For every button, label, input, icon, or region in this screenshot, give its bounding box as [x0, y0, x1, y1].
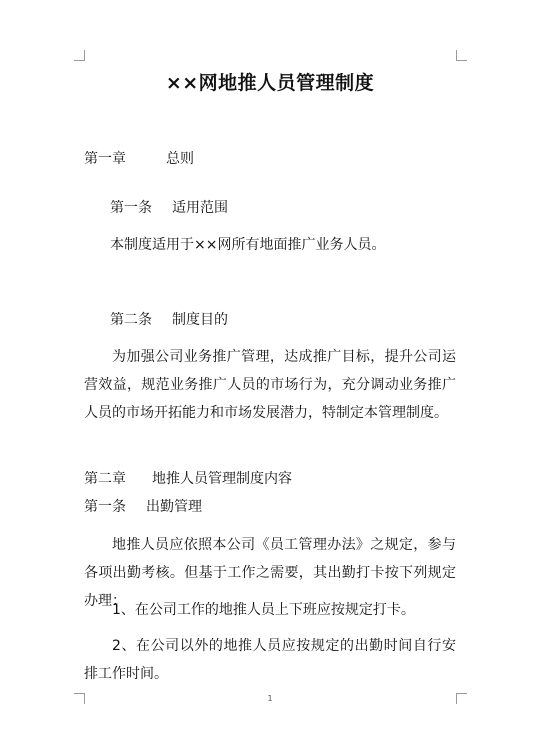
chapter-2-label: 第二章: [84, 471, 126, 487]
ch2-article-1-heading: [84, 498, 202, 516]
ch1-article-1-title: 适用范围: [172, 200, 228, 216]
crop-mark-top-right: [456, 50, 467, 61]
ch2-article-1-label: 第一条: [84, 499, 126, 515]
chapter-1-label: 第一章: [84, 151, 126, 167]
chapter-1-heading: [84, 150, 194, 168]
ch1-article-2-heading: [110, 311, 228, 329]
chapter-2-heading: [84, 470, 292, 488]
ch1-article-2-body: 为加强公司业务推广管理，达成推广目标，提升公司运营效益，规范业务推广人员的市场行为，充分调动业务推广人员的市场开拓能力和市场发展潜力，特制定本管理制度。: [84, 349, 456, 421]
ch1-article-1-heading: [110, 199, 228, 217]
ch2-article-1-item-2: 2、在公司以外的地推人员应按规定的出勤时间自行安排工作时间。: [84, 638, 456, 682]
ch1-article-2-label: 第二条: [110, 312, 152, 328]
ch1-article-1-label: 第一条: [110, 200, 152, 216]
ch1-article-2-title: 制度目的: [172, 312, 228, 328]
ch2-article-1-body: 地推人员应依照本公司《员工管理办法》之规定，参与各项出勤考核。但基于工作之需要，其出勤打卡按下列规定办理：: [84, 537, 456, 609]
document-title: ××网地推人员管理制度: [165, 72, 375, 94]
chapter-2-title: 地推人员管理制度内容: [152, 471, 292, 487]
ch2-article-1-title: 出勤管理: [146, 499, 202, 515]
page-number: 1: [267, 694, 273, 703]
ch1-article-1-body: 本制度适用于××网所有地面推广业务人员。: [110, 237, 386, 253]
chapter-1-title: 总则: [166, 151, 194, 167]
crop-mark-top-left: [74, 50, 85, 61]
ch2-article-1-item-1: 1、在公司工作的地推人员上下班应按规定打卡。: [112, 602, 415, 618]
